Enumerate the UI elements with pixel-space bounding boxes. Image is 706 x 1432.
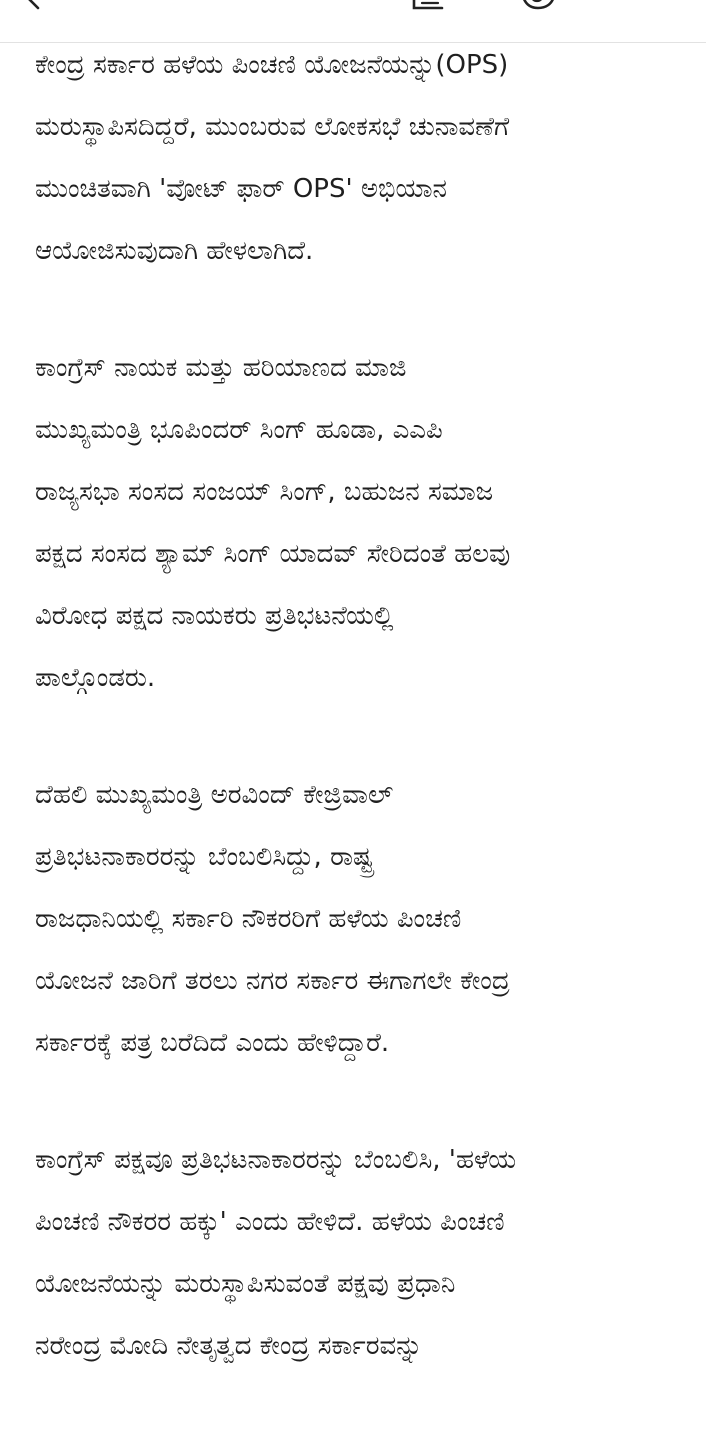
text-line: ಯೋಜನೆ ಜಾರಿಗೆ ತರಲು ನಗರ ಸರ್ಕಾರ ಈಗಾಗಲೇ ಕೇಂದ್ರ: [35, 966, 510, 996]
more-icon[interactable]: [652, 0, 672, 10]
article-paragraph: [35, 337, 685, 709]
text-line: ವಿರೋಧ ಪಕ್ಷದ ನಾಯಕರು ಪ್ರತಿಭಟನೆಯಲ್ಲಿ: [35, 601, 394, 631]
bookmark-icon[interactable]: [408, 0, 448, 10]
back-arrow-icon[interactable]: [22, 0, 50, 10]
article-paragraph: [35, 1129, 685, 1377]
text-line: ನರೇಂದ್ರ ಮೋದಿ ನೇತೃತ್ವದ ಕೇಂದ್ರ ಸರ್ಕಾರವನ್ನು: [35, 1331, 423, 1361]
text-line: ಆಯೋಜಿಸುವುದಾಗಿ ಹೇಳಲಾಗಿದೆ.: [35, 236, 314, 266]
text-line: ದೆಹಲಿ ಮುಖ್ಯಮಂತ್ರಿ ಅರವಿಂದ್ ಕೇಜ್ರಿವಾಲ್: [35, 780, 394, 810]
text-line: ಪಾಲ್ಗೊಂಡರು.: [35, 663, 156, 693]
text-line: ಸರ್ಕಾರಕ್ಕೆ ಪತ್ರ ಬರೆದಿದೆ ಎಂದು ಹೇಳಿದ್ದಾರೆ.: [35, 1028, 390, 1058]
article-body: [35, 34, 685, 1432]
text-line: ಕಾಂಗ್ರೆಸ್ ನಾಯಕ ಮತ್ತು ಹರಿಯಾಣದ ಮಾಜಿ: [35, 353, 407, 383]
text-line: ರಾಜ್ಯಸಭಾ ಸಂಸದ ಸಂಜಯ್ ಸಿಂಗ್, ಬಹುಜನ ಸಮಾಜ: [35, 477, 494, 507]
article-paragraph: [35, 764, 685, 1074]
article-paragraph: [35, 34, 685, 282]
text-line: ಯೋಜನೆಯನ್ನು ಮರುಸ್ಥಾಪಿಸುವಂತೆ ಪಕ್ಷವು ಪ್ರಧಾನಿ: [35, 1269, 456, 1299]
text-line: ಪ್ರತಿಭಟನಾಕಾರರನ್ನು ಬೆಂಬಲಿಸಿದ್ದು, ರಾಷ್ಟ್ರ: [35, 842, 374, 872]
text-line: ರಾಜಧಾನಿಯಲ್ಲಿ ಸರ್ಕಾರಿ ನೌಕರರಿಗೆ ಹಳೆಯ ಪಿಂಚಣಿ: [35, 904, 462, 934]
text-line: ಪಕ್ಷದ ಸಂಸದ ಶ್ಯಾಮ್ ಸಿಂಗ್ ಯಾದವ್ ಸೇರಿದಂತೆ ಹಲವು: [35, 539, 511, 569]
text-line: ಕಾಂಗ್ರೆಸ್ ಪಕ್ಷವೂ ಪ್ರತಿಭಟನಾಕಾರರನ್ನು ಬೆಂಬಲಿಸಿ, 'ಹಳೆಯ: [35, 1145, 517, 1175]
text-line: ಕೇಂದ್ರ ಸರ್ಕಾರ ಹಳೆಯ ಪಿಂಚಣಿ ಯೋಜನೆಯನ್ನು(OPS): [35, 50, 509, 80]
text-line: ಮುಖ್ಯಮಂತ್ರಿ ಭೂಪಿಂದರ್ ಸಿಂಗ್ ಹೂಡಾ, ಎಎಪಿ: [35, 415, 443, 445]
share-icon[interactable]: [518, 0, 558, 10]
text-line: ಮುಂಚಿತವಾಗಿ 'ವೋಟ್ ಫಾರ್ OPS' ಅಭಿಯಾನ: [35, 174, 447, 204]
text-line: ಮರುಸ್ಥಾಪಿಸದಿದ್ದರೆ, ಮುಂಬರುವ ಲೋಕಸಭೆ ಚುನಾವಣೆಗೆ: [35, 112, 510, 142]
text-line: ಪಿಂಚಣಿ ನೌಕರರ ಹಕ್ಕು' ಎಂದು ಹೇಳಿದೆ. ಹಳೆಯ ಪಿಂಚಣಿ: [35, 1207, 505, 1237]
